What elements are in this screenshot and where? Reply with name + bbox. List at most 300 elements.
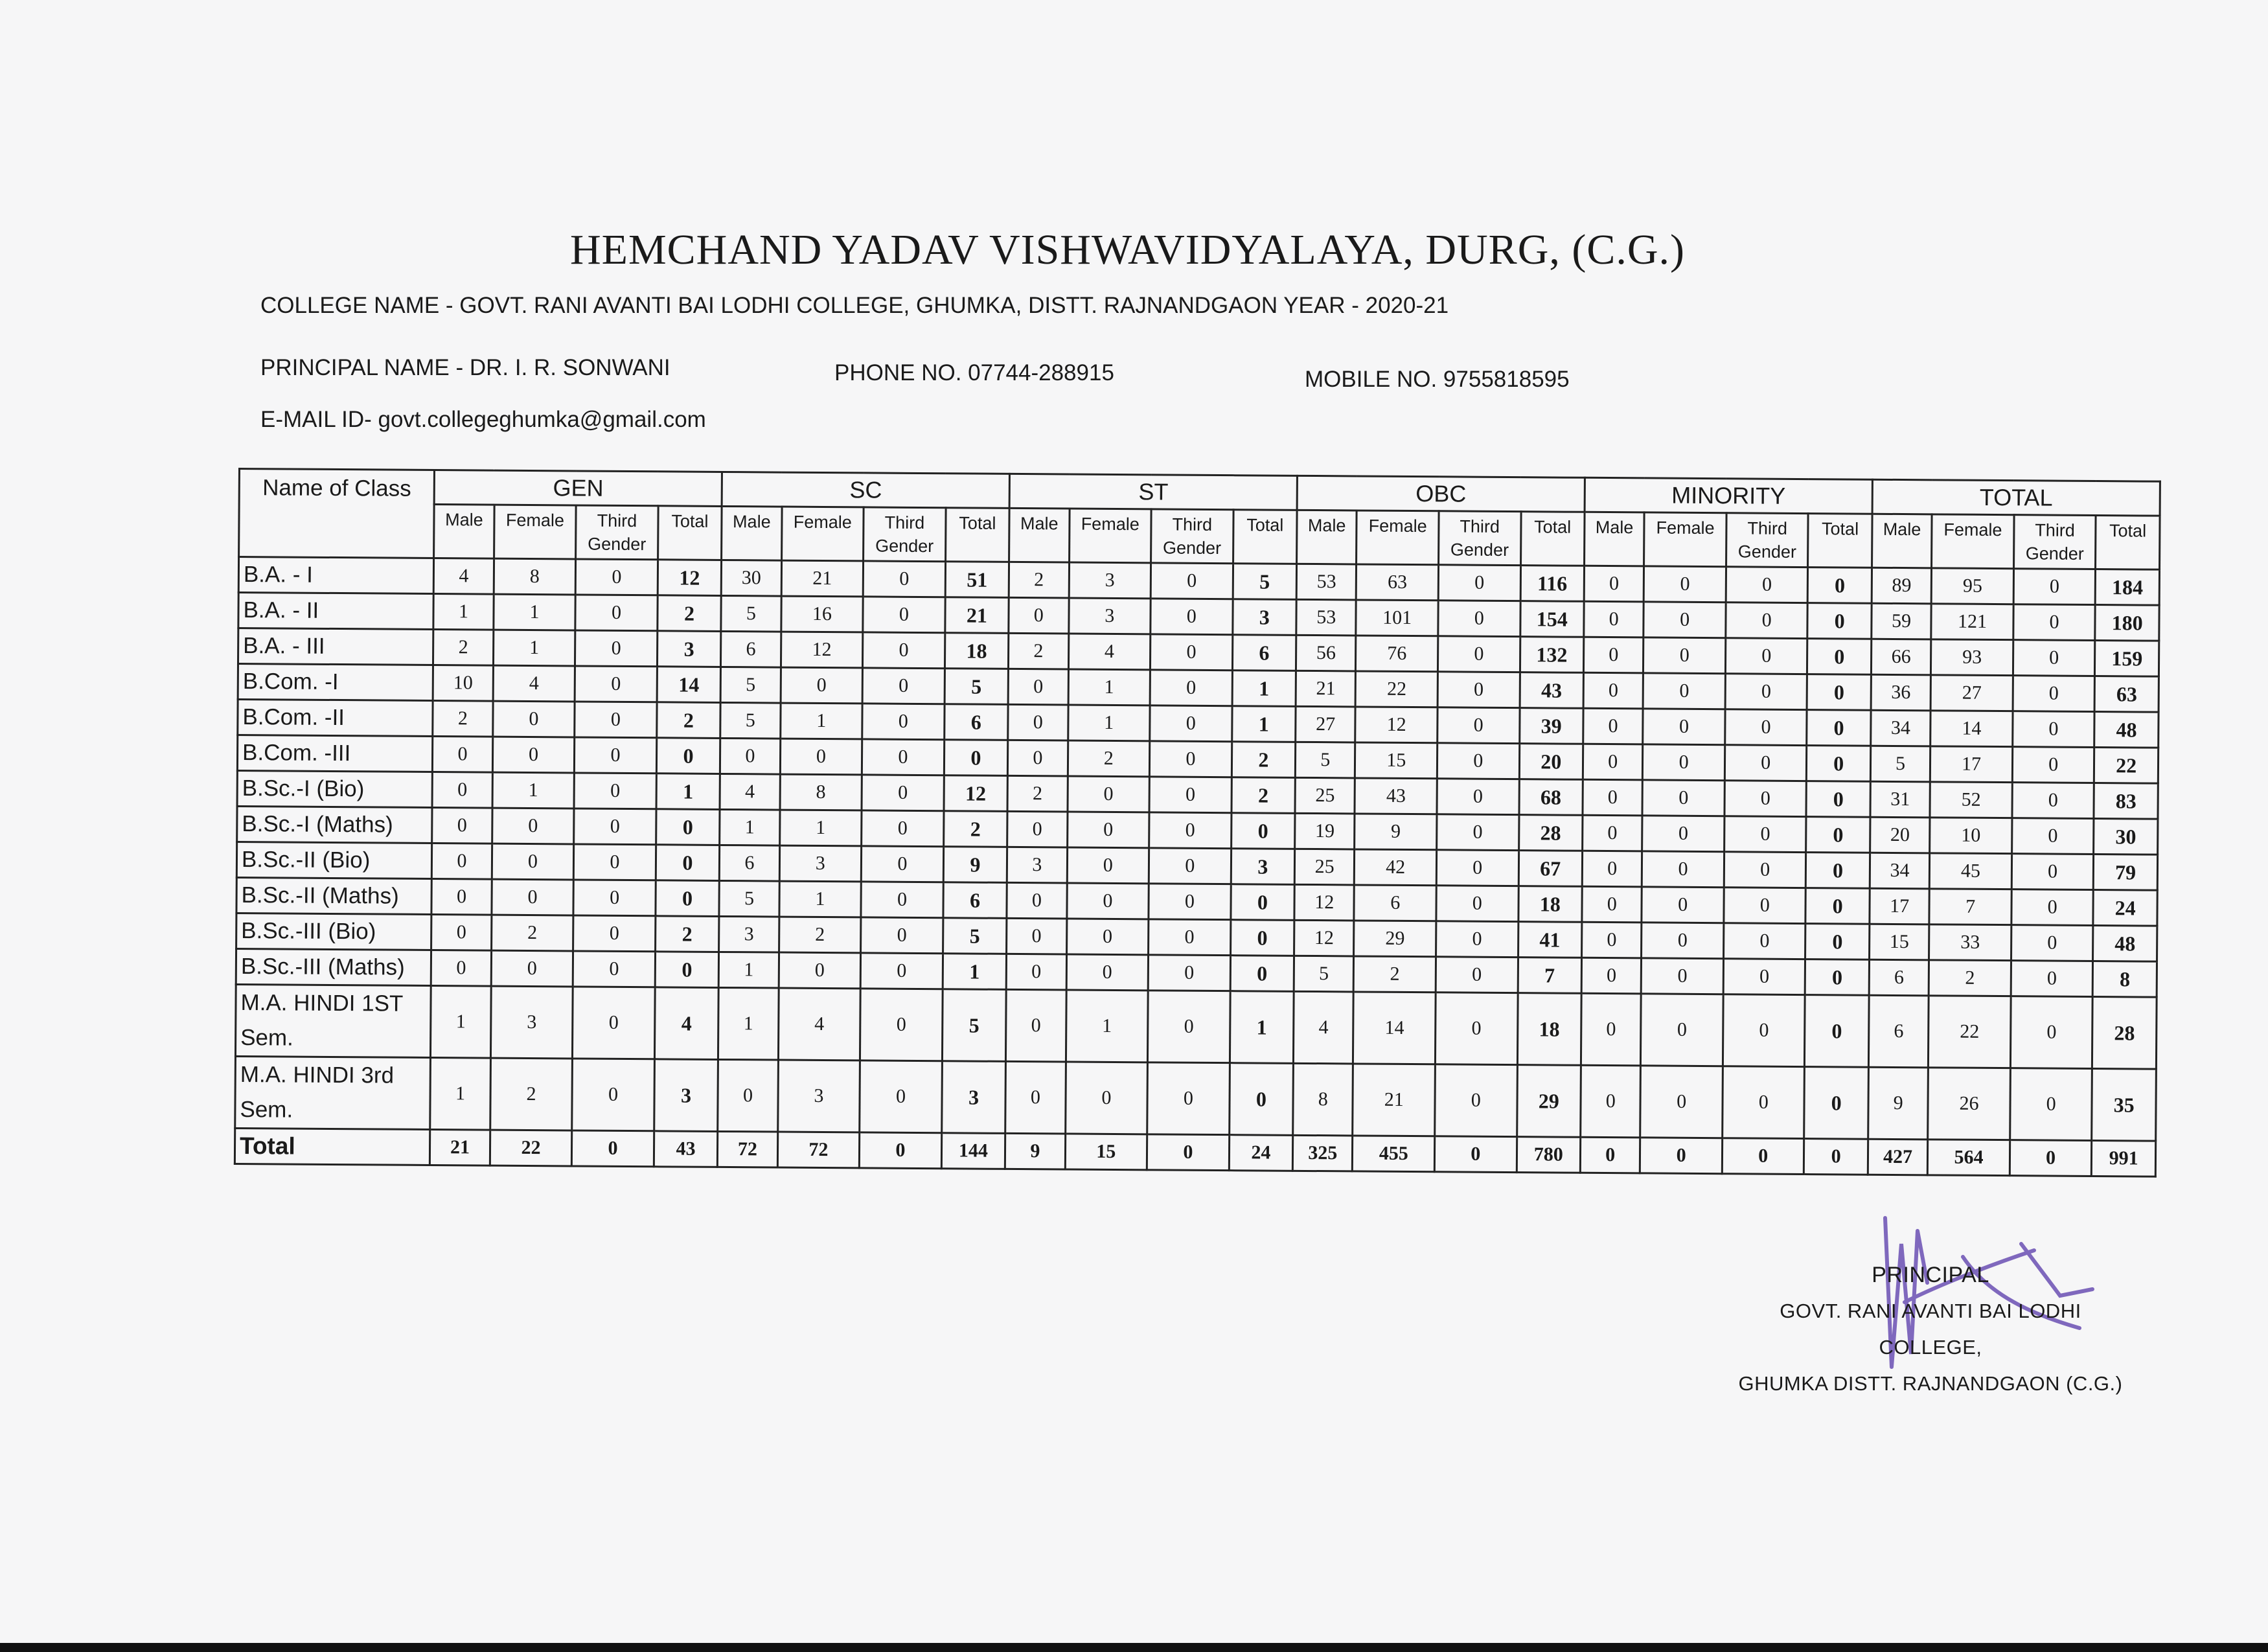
table-cell: 0 [780, 739, 862, 775]
table-cell: 4 [1294, 991, 1354, 1064]
table-cell: 0 [2012, 783, 2094, 819]
table-cell: 4 [493, 665, 575, 702]
table-cell: 6 [943, 882, 1007, 919]
table-cell: 1 [718, 952, 779, 988]
table-cell: 0 [1724, 816, 1807, 853]
sub-header-gen-total: Total [658, 506, 722, 560]
table-cell: 1 [1230, 991, 1294, 1064]
group-header-total: TOTAL [1872, 479, 2160, 516]
table-cell: 30 [2094, 819, 2158, 855]
table-cell: 0 [1582, 922, 1642, 958]
table-cell: 0 [1805, 888, 1870, 924]
table-cell: 24 [1229, 1135, 1293, 1171]
table-cell: 0 [491, 950, 573, 987]
table-cell: 325 [1292, 1135, 1353, 1171]
table-cell: 0 [1438, 636, 1520, 672]
table-cell: 0 [572, 1059, 654, 1131]
table-cell: 42 [1355, 849, 1437, 886]
table-cell: 3 [1007, 847, 1067, 883]
table-cell: 0 [1644, 566, 1726, 602]
table-cell: 0 [1150, 706, 1232, 742]
table-cell: 14 [657, 667, 721, 703]
class-name-cell: B.Sc.-III (Maths) [236, 948, 431, 985]
table-cell: 1 [779, 881, 862, 917]
college-name-line: COLLEGE NAME - GOVT. RANI AVANTI BAI LODHI COLLEGE, GHUMKA, DISTT. RAJNANDGAON YEAR - 2020-21 [260, 293, 1449, 318]
table-cell: 14 [1353, 992, 1436, 1064]
table-cell: 2 [1231, 742, 1296, 778]
table-cell: 17 [1870, 888, 1930, 924]
table-cell: 0 [1149, 848, 1231, 884]
table-cell: 20 [1870, 817, 1930, 853]
table-cell: 2 [779, 917, 861, 953]
table-cell: 0 [1642, 923, 1724, 959]
table-cell: 12 [1294, 920, 1355, 956]
table-cell: 0 [1149, 812, 1231, 849]
table-cell: 0 [1725, 638, 1807, 674]
table-cell: 0 [2011, 818, 2094, 855]
sub-header-sc-total: Total [945, 508, 1009, 562]
table-cell: 0 [863, 561, 945, 597]
table-cell: 1 [1232, 671, 1296, 707]
name-of-class-header: Name of Class [239, 469, 435, 558]
table-cell: 1 [493, 630, 575, 666]
class-name-cell: B.Sc.-II (Bio) [236, 842, 432, 878]
table-cell: 5 [943, 918, 1007, 954]
sub-header-sc-third-gender: Third Gender [864, 507, 946, 562]
table-cell: 0 [1006, 954, 1066, 990]
table-cell: 3 [719, 916, 779, 952]
table-cell: 0 [655, 952, 719, 988]
class-name-cell: B.Com. -I [238, 664, 433, 701]
table-cell: 18 [1517, 993, 1581, 1066]
table-cell: 0 [860, 953, 943, 989]
table-cell: 5 [719, 880, 779, 917]
class-name-cell: B.Com. -II [238, 700, 433, 737]
table-cell: 0 [1230, 956, 1294, 992]
table-cell: 29 [1354, 921, 1436, 957]
table-cell: 1 [1066, 990, 1148, 1062]
table-cell: 0 [492, 879, 574, 915]
table-cell: 0 [1436, 921, 1518, 958]
table-cell: 0 [1580, 1137, 1640, 1173]
table-cell: 2 [1231, 777, 1296, 814]
table-cell: 0 [1009, 597, 1069, 634]
table-cell: 0 [1151, 599, 1233, 635]
table-cell: 0 [1582, 886, 1642, 923]
table-cell: 0 [1808, 568, 1872, 604]
table-cell: 1 [1068, 705, 1150, 741]
table-cell: 2 [657, 702, 721, 739]
table-cell: 0 [1065, 1062, 1147, 1134]
table-cell: 0 [1435, 1064, 1517, 1137]
class-name-cell: B.A. - III [238, 628, 433, 665]
sub-header-sc-female: Female [781, 507, 864, 561]
table-cell: 0 [2013, 604, 2096, 641]
table-cell: 59 [1872, 603, 1932, 639]
table-cell: 0 [1806, 853, 1870, 889]
group-header-obc: OBC [1297, 476, 1585, 512]
table-cell: 2 [1068, 740, 1150, 777]
table-cell: 0 [1724, 745, 1807, 781]
table-cell: 35 [2092, 1069, 2156, 1141]
table-cell: 0 [1725, 709, 1807, 746]
table-cell: 6 [1354, 885, 1436, 921]
table-cell: 0 [1642, 958, 1724, 994]
table-cell: 0 [1642, 851, 1724, 888]
table-cell: 0 [656, 809, 720, 845]
class-name-cell: B.Sc.-I (Bio) [237, 770, 433, 807]
table-cell: 0 [862, 810, 944, 847]
sub-header-obc-total: Total [1520, 512, 1585, 566]
table-cell: 0 [860, 989, 943, 1061]
sub-header-gen-male: Male [434, 505, 494, 559]
table-cell: 0 [944, 740, 1008, 776]
table-cell: 0 [1007, 882, 1067, 919]
sub-header-minority-female: Female [1644, 512, 1726, 567]
table-cell: 1 [718, 987, 779, 1060]
table-cell: 28 [2092, 997, 2157, 1070]
table-cell: 3 [490, 986, 573, 1059]
table-cell: 83 [2094, 783, 2158, 820]
table-cell: 9 [1355, 814, 1437, 850]
table-cell: 2 [658, 595, 722, 632]
table-cell: 0 [863, 597, 945, 633]
table-cell: 0 [2013, 676, 2095, 712]
table-cell: 2 [433, 701, 493, 737]
table-cell: 1 [494, 594, 576, 630]
table-cell: 43 [1520, 672, 1584, 709]
table-cell: 0 [2011, 925, 2093, 961]
table-cell: 0 [656, 845, 720, 881]
table-cell: 0 [1067, 812, 1149, 848]
table-cell: 5 [942, 989, 1006, 1062]
table-cell: 0 [1584, 566, 1644, 602]
table-cell: 7 [1518, 958, 1582, 994]
sub-header-obc-female: Female [1357, 511, 1439, 565]
table-cell: 20 [1519, 744, 1583, 780]
table-cell: 4 [778, 988, 860, 1061]
table-cell: 0 [1007, 811, 1068, 847]
table-cell: 0 [1807, 603, 1872, 639]
scan-border [0, 1643, 2268, 1652]
table-cell: 0 [1723, 959, 1805, 995]
table-cell: 29 [1517, 1065, 1581, 1138]
table-cell: 0 [2013, 711, 2095, 748]
table-cell: 0 [574, 809, 656, 845]
table-cell: 12 [944, 775, 1008, 812]
table-cell: 93 [1931, 639, 2013, 676]
table-cell: 21 [781, 560, 864, 597]
table-cell: 1 [430, 1057, 490, 1130]
table-cell: 0 [1804, 1067, 1868, 1140]
table-cell: 0 [432, 772, 492, 808]
table-cell: 16 [781, 596, 863, 632]
table-cell: 0 [862, 704, 945, 740]
table-cell: 10 [433, 665, 493, 702]
sub-header-gen-third-gender: Third Gender [576, 505, 658, 560]
class-name-cell: B.A. - II [238, 593, 434, 630]
table-cell: 0 [656, 738, 720, 774]
table-cell: 4 [434, 558, 494, 595]
table-cell: 0 [1642, 816, 1724, 852]
table-cell: 9 [943, 847, 1007, 883]
table-cell: 2 [1009, 633, 1069, 669]
table-cell: 0 [1805, 995, 1869, 1068]
table-cell: 52 [1930, 782, 2012, 818]
table-cell: 121 [1931, 604, 2013, 640]
group-header-minority: MINORITY [1585, 477, 1872, 514]
sub-header-total-total: Total [2096, 516, 2160, 570]
class-name-cell: B.Com. -III [237, 735, 433, 772]
table-cell: 18 [945, 633, 1009, 669]
sub-header-total-third-gender: Third Gender [2013, 515, 2096, 569]
table-cell: 5 [1295, 742, 1355, 778]
table-cell: 184 [2096, 569, 2160, 606]
signature-location-line: GHUMKA DISTT. RAJNANDGAON (C.G.) [1738, 1372, 2123, 1395]
table-cell: 0 [1231, 813, 1295, 849]
table-cell: 0 [1643, 673, 1725, 709]
table-cell: 0 [1724, 781, 1807, 817]
table-cell: 0 [1722, 1138, 1804, 1175]
table-cell: 0 [1643, 709, 1725, 745]
table-cell: 0 [1066, 954, 1149, 991]
table-cell: 6 [721, 631, 781, 667]
sub-header-st-third-gender: Third Gender [1151, 509, 1233, 564]
table-cell: 0 [1437, 779, 1519, 815]
table-cell: 0 [432, 807, 492, 843]
table-cell: 45 [1930, 853, 2012, 889]
table-cell: 31 [1870, 781, 1930, 818]
table-cell: 0 [492, 701, 575, 737]
table-cell: 34 [1871, 710, 1931, 746]
table-cell: 0 [575, 595, 658, 631]
table-cell: 3 [1069, 562, 1151, 599]
table-cell: 95 [1931, 568, 2013, 604]
table-cell: 0 [1583, 672, 1644, 709]
table-cell: 17 [1930, 746, 2013, 783]
table-cell: 1 [943, 954, 1007, 990]
table-cell: 0 [863, 632, 945, 669]
table-cell: 0 [573, 987, 655, 1059]
table-cell: 2 [1009, 562, 1069, 598]
table-cell: 1 [431, 985, 491, 1058]
table-cell: 8 [780, 774, 862, 810]
table-cell: 63 [2094, 676, 2159, 713]
table-cell: 0 [1008, 669, 1068, 705]
signature-college-line: GOVT. RANI AVANTI BAI LODHI COLLEGE, [1780, 1300, 2081, 1359]
table-cell: 0 [1008, 740, 1068, 776]
table-cell: 0 [1148, 955, 1230, 991]
table-cell: 0 [1438, 672, 1520, 708]
table-cell: 2 [943, 811, 1007, 847]
table-cell: 79 [2094, 855, 2158, 891]
table-cell: 1 [656, 774, 720, 810]
group-header-gen: GEN [434, 470, 722, 507]
table-cell: 51 [945, 562, 1009, 598]
table-cell: 0 [1434, 1136, 1517, 1173]
table-cell: 0 [2013, 640, 2095, 676]
table-cell: 0 [1149, 919, 1231, 956]
table-cell: 0 [432, 843, 492, 879]
table-cell: 1 [779, 810, 862, 846]
table-cell: 8 [1293, 1063, 1353, 1136]
table-cell: 2 [433, 630, 494, 666]
principal-name-line: PRINCIPAL NAME - DR. I. R. SONWANI [260, 355, 670, 380]
table-cell: 0 [575, 666, 657, 702]
table-cell: 0 [1229, 1063, 1293, 1136]
table-cell: 0 [1583, 708, 1644, 744]
table-cell: 24 [2093, 890, 2157, 926]
table-cell: 27 [1296, 706, 1356, 742]
class-name-cell: B.A. - I [238, 557, 434, 594]
table-cell: 0 [1581, 1065, 1641, 1138]
table-cell: 22 [1929, 996, 2011, 1068]
table-cell: 7 [1929, 889, 2011, 925]
class-name-cell: M.A. HINDI 1ST Sem. [235, 984, 431, 1057]
table-cell: 6 [1869, 959, 1929, 996]
group-header-sc: SC [722, 472, 1009, 508]
table-cell: 6 [1868, 995, 1929, 1068]
table-row [235, 984, 2157, 1069]
table-cell: 9 [1868, 1067, 1929, 1140]
table-cell: 22 [1356, 671, 1438, 707]
table-cell: 6 [944, 704, 1008, 740]
table-cell: 0 [1438, 565, 1520, 601]
sub-header-minority-total: Total [1808, 514, 1872, 568]
table-cell: 0 [573, 951, 655, 987]
table-cell: 0 [1805, 924, 1870, 960]
table-cell: 0 [1806, 781, 1870, 818]
phone-number-line: PHONE NO. 07744-288915 [834, 360, 1114, 385]
table-cell: 780 [1517, 1137, 1581, 1173]
table-cell: 53 [1296, 599, 1357, 636]
table-cell: 6 [1232, 635, 1296, 671]
table-row [235, 1056, 2157, 1141]
table-cell: 0 [2010, 1068, 2092, 1141]
table-cell: 76 [1356, 636, 1438, 672]
table-cell: 991 [2092, 1140, 2156, 1176]
table-cell: 21 [1353, 1064, 1435, 1136]
table-cell: 0 [431, 914, 492, 950]
table-cell: 0 [862, 668, 945, 704]
sub-header-sc-male: Male [722, 506, 782, 560]
sub-header-obc-male: Male [1297, 510, 1357, 564]
table-cell: 72 [718, 1131, 778, 1167]
table-cell: 0 [575, 702, 657, 738]
table-cell: 0 [1067, 847, 1149, 884]
class-name-cell: M.A. HINDI 3rd Sem. [235, 1056, 431, 1129]
table-cell: 0 [1805, 959, 1870, 996]
table-cell: 0 [575, 559, 658, 595]
table-cell: 0 [1583, 744, 1643, 780]
table-cell: 68 [1519, 779, 1583, 816]
class-name-cell: B.Sc.-III (Bio) [236, 913, 432, 950]
table-cell: 0 [1436, 957, 1518, 993]
class-name-cell: B.Sc.-II (Maths) [236, 877, 432, 914]
table-cell: 53 [1296, 564, 1357, 600]
table-cell: 25 [1294, 849, 1355, 885]
table-cell: 3 [779, 845, 862, 882]
table-cell: 0 [1807, 710, 1871, 746]
table-cell: 0 [861, 846, 943, 882]
table-cell: 0 [1807, 746, 1871, 782]
table-cell: 0 [1641, 994, 1723, 1066]
table-cell: 3 [777, 1060, 860, 1132]
sub-header-minority-third-gender: Third Gender [1726, 513, 1808, 568]
table-cell: 0 [1007, 918, 1067, 954]
table-cell: 22 [490, 1130, 572, 1166]
table-cell: 0 [656, 880, 720, 917]
table-cell: 0 [1581, 993, 1641, 1066]
table-cell: 0 [1148, 991, 1230, 1063]
table-cell: 0 [1149, 777, 1231, 813]
table-cell: 15 [1065, 1134, 1147, 1170]
sub-header-obc-third-gender: Third Gender [1439, 511, 1521, 566]
table-cell: 56 [1296, 635, 1357, 671]
table-cell: 2 [1929, 960, 2011, 996]
table-cell: 0 [1149, 884, 1231, 920]
table-cell: 27 [1930, 675, 2013, 711]
table-cell: 0 [1640, 1138, 1723, 1174]
table-cell: 5 [720, 702, 781, 739]
table-cell: 33 [1929, 924, 2011, 961]
table-cell: 21 [430, 1129, 490, 1165]
table-cell: 0 [1008, 704, 1068, 740]
table-cell: 3 [654, 1059, 718, 1132]
sub-header-st-female: Female [1069, 509, 1151, 563]
table-cell: 0 [1644, 602, 1726, 638]
table-cell: 0 [1643, 744, 1725, 781]
table-cell: 63 [1357, 564, 1439, 601]
table-cell: 22 [2094, 748, 2159, 784]
table-cell: 1 [720, 809, 780, 845]
table-cell: 0 [860, 1061, 942, 1133]
table-cell: 0 [1581, 958, 1642, 994]
table-cell: 39 [1519, 708, 1583, 744]
table-cell: 1 [1231, 706, 1296, 742]
table-cell: 180 [2095, 605, 2159, 641]
table-cell: 0 [860, 1132, 942, 1169]
table-cell: 19 [1295, 813, 1355, 849]
table-cell: 0 [1583, 815, 1643, 851]
table-cell: 0 [492, 737, 575, 773]
table-cell: 0 [2012, 747, 2094, 783]
table-cell: 154 [1520, 601, 1584, 637]
table-cell: 43 [654, 1131, 718, 1167]
table-cell: 0 [1642, 780, 1724, 816]
table-cell: 455 [1353, 1136, 1435, 1172]
table-cell: 0 [781, 667, 863, 704]
table-cell: 0 [1807, 674, 1872, 711]
table-cell: 9 [1005, 1133, 1066, 1169]
table-cell: 3 [941, 1061, 1005, 1134]
table-cell: 0 [2011, 889, 2094, 926]
table-cell: 15 [1355, 742, 1438, 779]
table-cell: 1 [433, 594, 494, 630]
table-cell: 0 [720, 738, 781, 774]
table-cell: 14 [1930, 711, 2013, 747]
table-cell: 0 [1806, 817, 1870, 853]
table-cell: 0 [1231, 884, 1295, 921]
table-cell: 0 [1726, 602, 1808, 639]
table-cell: 67 [1518, 851, 1583, 887]
table-cell: 0 [862, 775, 944, 811]
table-cell: 0 [575, 630, 658, 667]
table-cell: 72 [777, 1132, 860, 1168]
table-cell: 0 [2010, 996, 2092, 1069]
table-cell: 0 [1807, 639, 1872, 675]
table-cell: 4 [1068, 634, 1151, 670]
